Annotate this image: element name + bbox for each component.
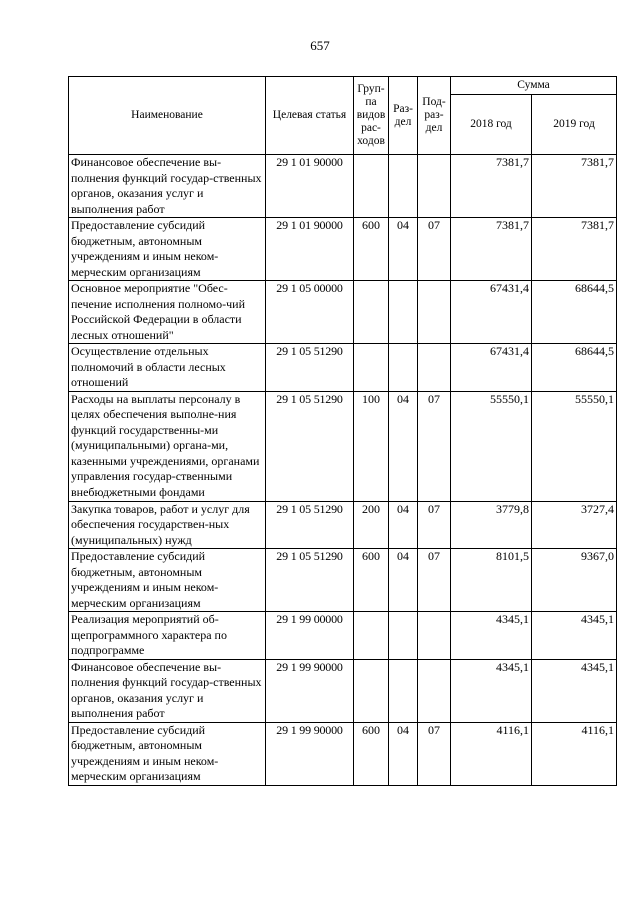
- header-2019: 2019 год: [532, 95, 617, 155]
- row-sum-2019: 68644,5: [532, 344, 617, 392]
- row-subsection: [418, 612, 451, 660]
- row-name: Предоставление субсидий бюджетным, автономным учреждениям и иным неком-мерческим организациям: [69, 549, 266, 612]
- row-subsection: [418, 281, 451, 344]
- page-number: 657: [310, 38, 330, 53]
- row-target-article: 29 1 99 00000: [266, 612, 354, 660]
- row-target-article: 29 1 05 51290: [266, 391, 354, 501]
- table-row: [69, 612, 617, 660]
- table-row: [69, 391, 617, 501]
- row-sum-2019: 9367,0: [532, 549, 617, 612]
- row-subsection: [418, 659, 451, 722]
- row-expense-group: [354, 155, 389, 218]
- row-sum-2018: 7381,7: [451, 155, 532, 218]
- row-target-article: 29 1 99 90000: [266, 722, 354, 785]
- row-sum-2018: 67431,4: [451, 281, 532, 344]
- header-name: Наименование: [69, 77, 266, 155]
- row-sum-2018: 55550,1: [451, 391, 532, 501]
- row-section: [389, 344, 418, 392]
- row-section: [389, 659, 418, 722]
- row-subsection: 07: [418, 391, 451, 501]
- row-section: [389, 281, 418, 344]
- row-expense-group: 100: [354, 391, 389, 501]
- table-row: [69, 549, 617, 612]
- row-section: 04: [389, 501, 418, 549]
- table-row: [69, 218, 617, 281]
- row-expense-group: [354, 281, 389, 344]
- table-body: [69, 155, 617, 786]
- budget-table: [68, 76, 617, 786]
- row-sum-2019: 68644,5: [532, 281, 617, 344]
- row-sum-2018: 4345,1: [451, 612, 532, 660]
- row-sum-2018: 67431,4: [451, 344, 532, 392]
- row-subsection: 07: [418, 549, 451, 612]
- row-expense-group: 600: [354, 722, 389, 785]
- row-name: Осуществление отдельных полномочий в области лесных отношений: [69, 344, 266, 392]
- table-row: [69, 344, 617, 392]
- header-section: Раз-дел: [389, 77, 418, 155]
- row-subsection: [418, 155, 451, 218]
- row-sum-2018: 7381,7: [451, 218, 532, 281]
- row-sum-2018: 8101,5: [451, 549, 532, 612]
- row-section: 04: [389, 391, 418, 501]
- row-name: Финансовое обеспечение вы-полнения функций государ-ственных органов, оказания услуг и выполнения работ: [69, 659, 266, 722]
- table-row: [69, 155, 617, 218]
- row-subsection: [418, 344, 451, 392]
- row-section: 04: [389, 218, 418, 281]
- row-name: Предоставление субсидий бюджетным, автономным учреждениям и иным неком-мерческим организациям: [69, 722, 266, 785]
- row-section: 04: [389, 722, 418, 785]
- table-row: [69, 501, 617, 549]
- row-sum-2019: 7381,7: [532, 155, 617, 218]
- row-sum-2018: 3779,8: [451, 501, 532, 549]
- row-name: Основное мероприятие "Обес-печение исполнения полномо-чий Российской Федерации в области лесных отношений": [69, 281, 266, 344]
- row-target-article: 29 1 99 90000: [266, 659, 354, 722]
- row-name: Закупка товаров, работ и услуг для обеспечения государствен-ных (муниципальных) нужд: [69, 501, 266, 549]
- row-subsection: 07: [418, 501, 451, 549]
- row-expense-group: [354, 344, 389, 392]
- row-sum-2018: 4345,1: [451, 659, 532, 722]
- row-section: [389, 155, 418, 218]
- row-name: Финансовое обеспечение вы-полнения функций государ-ственных органов, оказания услуг и выполнения работ: [69, 155, 266, 218]
- row-expense-group: [354, 659, 389, 722]
- row-section: [389, 612, 418, 660]
- table-row: [69, 722, 617, 785]
- row-sum-2019: 4345,1: [532, 612, 617, 660]
- row-sum-2019: 4116,1: [532, 722, 617, 785]
- row-subsection: 07: [418, 218, 451, 281]
- row-target-article: 29 1 05 51290: [266, 549, 354, 612]
- header-2018: 2018 год: [451, 95, 532, 155]
- row-target-article: 29 1 01 90000: [266, 155, 354, 218]
- row-sum-2019: 55550,1: [532, 391, 617, 501]
- row-sum-2019: 7381,7: [532, 218, 617, 281]
- row-target-article: 29 1 05 51290: [266, 501, 354, 549]
- row-name: Расходы на выплаты персоналу в целях обеспечения выполне-ния функций государственны-ми (муниципальными) органа-ми, казенными учреждениями, органами управления государ-ственными внебюджетными фондами: [69, 391, 266, 501]
- row-sum-2019: 4345,1: [532, 659, 617, 722]
- table-row: [69, 659, 617, 722]
- table-row: [69, 281, 617, 344]
- row-expense-group: 600: [354, 549, 389, 612]
- header-target-article: Целевая статья: [266, 77, 354, 155]
- row-expense-group: 600: [354, 218, 389, 281]
- row-target-article: 29 1 01 90000: [266, 218, 354, 281]
- header-expense-group: Груп-па видов рас-ходов: [354, 77, 389, 155]
- row-expense-group: 200: [354, 501, 389, 549]
- row-target-article: 29 1 05 00000: [266, 281, 354, 344]
- header-sum: Сумма: [451, 77, 617, 95]
- row-target-article: 29 1 05 51290: [266, 344, 354, 392]
- row-sum-2018: 4116,1: [451, 722, 532, 785]
- header-subsection: Под-раз-дел: [418, 77, 451, 155]
- row-name: Реализация мероприятий об-щепрограммного характера по подпрограмме: [69, 612, 266, 660]
- row-section: 04: [389, 549, 418, 612]
- row-expense-group: [354, 612, 389, 660]
- row-name: Предоставление субсидий бюджетным, автономным учреждениям и иным неком-мерческим организациям: [69, 218, 266, 281]
- row-sum-2019: 3727,4: [532, 501, 617, 549]
- row-subsection: 07: [418, 722, 451, 785]
